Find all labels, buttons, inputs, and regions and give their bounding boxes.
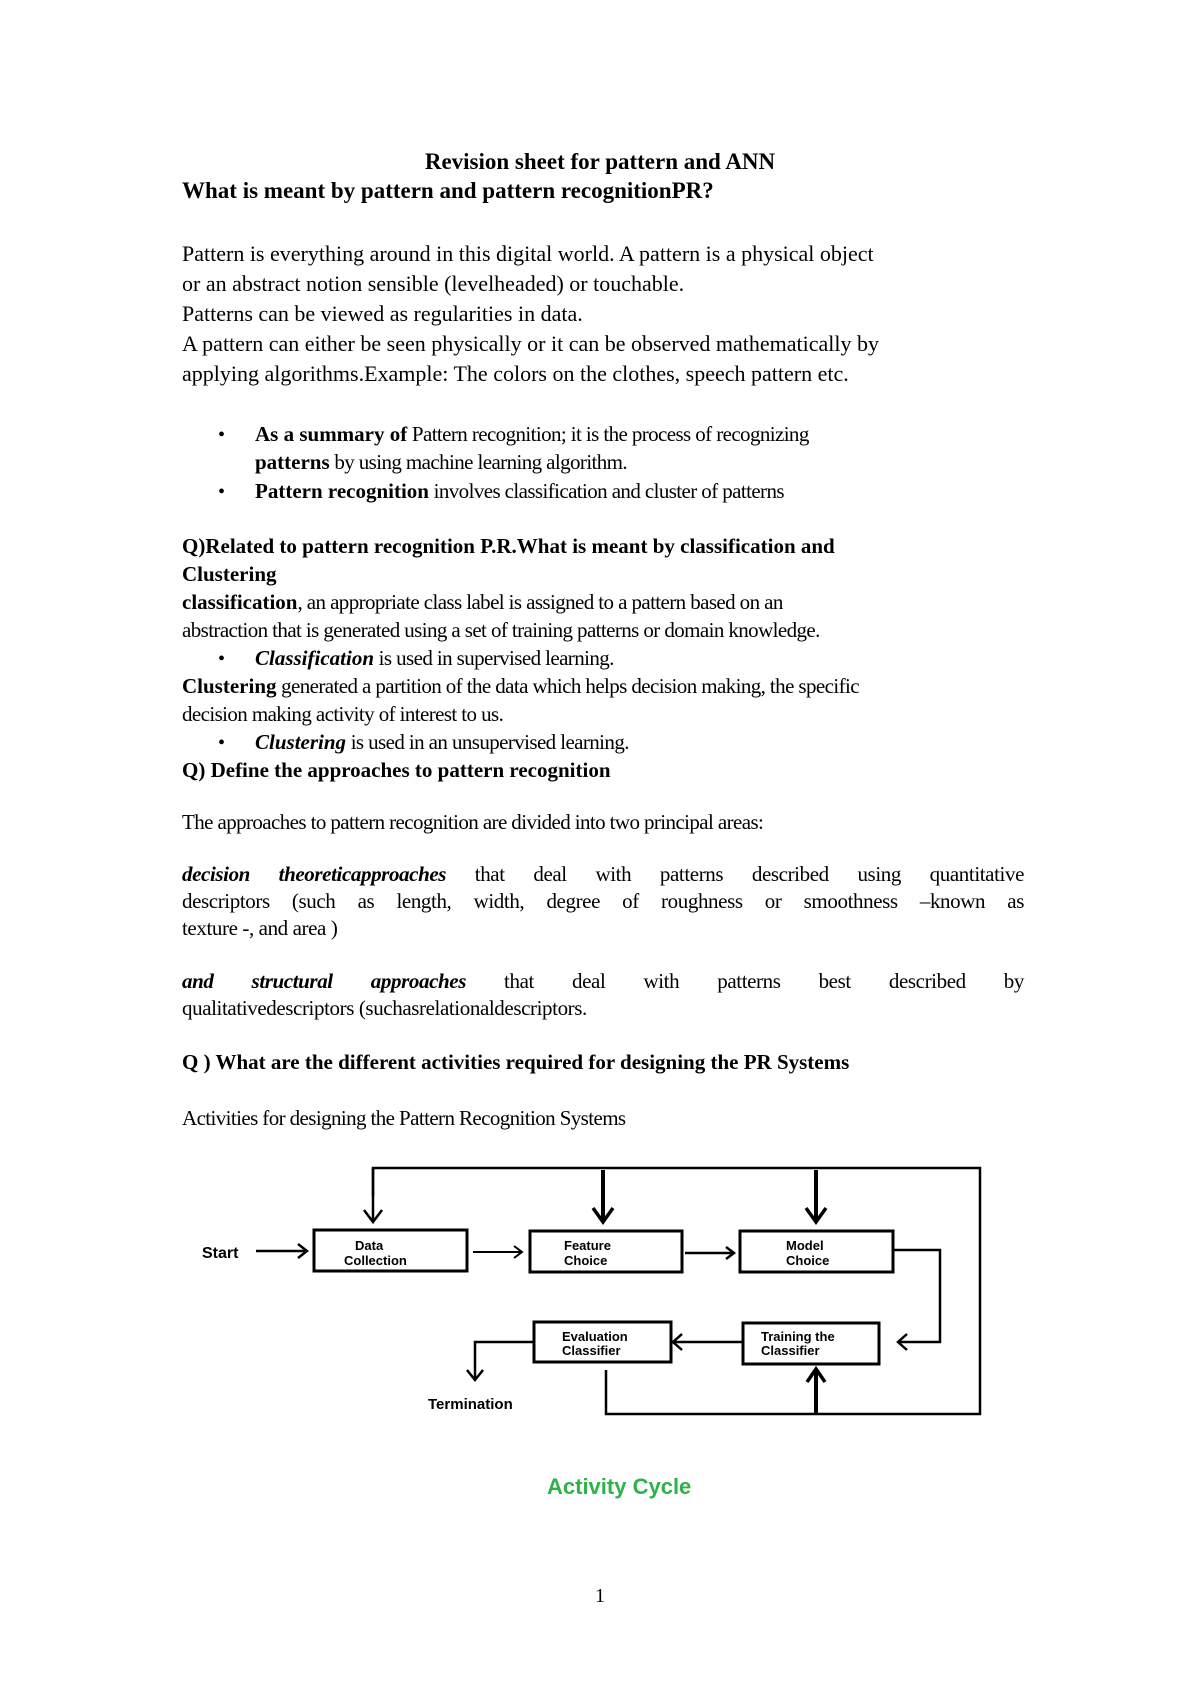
bullet-icon: • bbox=[218, 481, 226, 503]
structural-text: that deal with patterns best described by bbox=[465, 969, 1024, 993]
decision-theoretic-term: decision theoreticapproaches bbox=[182, 862, 447, 886]
box-label: Feature bbox=[564, 1238, 611, 1253]
intro-line: Pattern is everything around in this digital world. A pattern is a physical object bbox=[182, 241, 874, 266]
box-label: Evaluation bbox=[562, 1329, 628, 1344]
classification-bullet-term: Classification bbox=[255, 646, 375, 670]
clustering-definition-cont: decision making activity of interest to us. bbox=[182, 702, 504, 726]
box-label: Collection bbox=[344, 1253, 407, 1268]
summary-bullet-text: Pattern recognition; it is the process of recognizing bbox=[407, 422, 809, 446]
bullet-icon: • bbox=[218, 424, 226, 446]
document-title: Revision sheet for pattern and ANN bbox=[424, 149, 776, 174]
structural-term: and structural approaches bbox=[182, 969, 466, 993]
summary-bullet-bold: Pattern recognition bbox=[255, 479, 429, 503]
classification-definition-cont: abstraction that is generated using a set of training patterns or domain knowledge. bbox=[182, 618, 820, 642]
start-label: Start bbox=[202, 1245, 239, 1262]
clustering-bullet-text: is used in an unsupervised learning. bbox=[346, 730, 629, 754]
approaches-intro: The approaches to pattern recognition are divided into two principal areas: bbox=[182, 810, 764, 834]
clustering-term: Clustering bbox=[182, 674, 277, 698]
intro-line: applying algorithms.Example: The colors on the clothes, speech pattern etc. bbox=[182, 361, 849, 386]
question-1-heading: What is meant by pattern and pattern recognitionPR? bbox=[182, 178, 714, 203]
question-3-heading: Q) Define the approaches to pattern recognition bbox=[182, 758, 611, 782]
box-label: Data bbox=[355, 1238, 384, 1253]
classification-term: classification bbox=[182, 590, 298, 614]
intro-line: A pattern can either be seen physically or it can be observed mathematically by bbox=[182, 331, 880, 356]
box-label: Classifier bbox=[761, 1343, 820, 1358]
clustering-bullet-term: Clustering bbox=[255, 730, 347, 754]
classification-bullet-text: is used in supervised learning. bbox=[374, 646, 614, 670]
feedback-loop-line bbox=[373, 1168, 980, 1414]
termination-label: Termination bbox=[428, 1396, 513, 1413]
summary-bullet-bold: As a summary of bbox=[255, 422, 408, 446]
clustering-text: generated a partition of the data which helps decision making, the specific bbox=[276, 674, 859, 698]
decision-theoretic-line-3: texture -, and area ) bbox=[182, 916, 338, 940]
box-label: Training the bbox=[761, 1329, 835, 1344]
arrow-to-termination bbox=[475, 1342, 534, 1378]
question-2-heading: Q)Related to pattern recognition P.R.What is meant by classification and bbox=[182, 534, 835, 558]
classification-text: , an appropriate class label is assigned to a pattern based on an bbox=[297, 590, 783, 614]
question-2-heading-cont: Clustering bbox=[182, 562, 277, 586]
summary-bullet-bold: patterns bbox=[255, 450, 330, 474]
summary-bullet-text: involves classification and cluster of patterns bbox=[429, 479, 784, 503]
decision-theoretic-text: that deal with patterns described using quantitative bbox=[446, 862, 1024, 886]
box-label: Model bbox=[786, 1238, 824, 1253]
box-label: Choice bbox=[564, 1253, 608, 1268]
activities-intro: Activities for designing the Pattern Recognition Systems bbox=[182, 1106, 626, 1130]
diagram-caption: Activity Cycle bbox=[547, 1474, 692, 1499]
decision-theoretic-line-2: descriptors (such as length, width, degree of roughness or smoothness –known as bbox=[182, 889, 1024, 913]
box-label: Classifier bbox=[562, 1343, 621, 1358]
box-label: Choice bbox=[786, 1253, 830, 1268]
arrow-mc-to-training bbox=[893, 1250, 940, 1342]
summary-bullet-text: by using machine learning algorithm. bbox=[329, 450, 628, 474]
bullet-icon: • bbox=[218, 648, 226, 670]
question-4-heading: Q ) What are the different activities required for designing the PR Systems bbox=[182, 1050, 850, 1074]
intro-line: or an abstract notion sensible (levelheaded) or touchable. bbox=[182, 271, 685, 296]
intro-line: Patterns can be viewed as regularities in data. bbox=[182, 301, 583, 326]
bullet-icon: • bbox=[218, 732, 226, 754]
structural-line-2: qualitativedescriptors (suchasrelationaldescriptors. bbox=[182, 996, 587, 1020]
page-number: 1 bbox=[595, 1585, 605, 1607]
